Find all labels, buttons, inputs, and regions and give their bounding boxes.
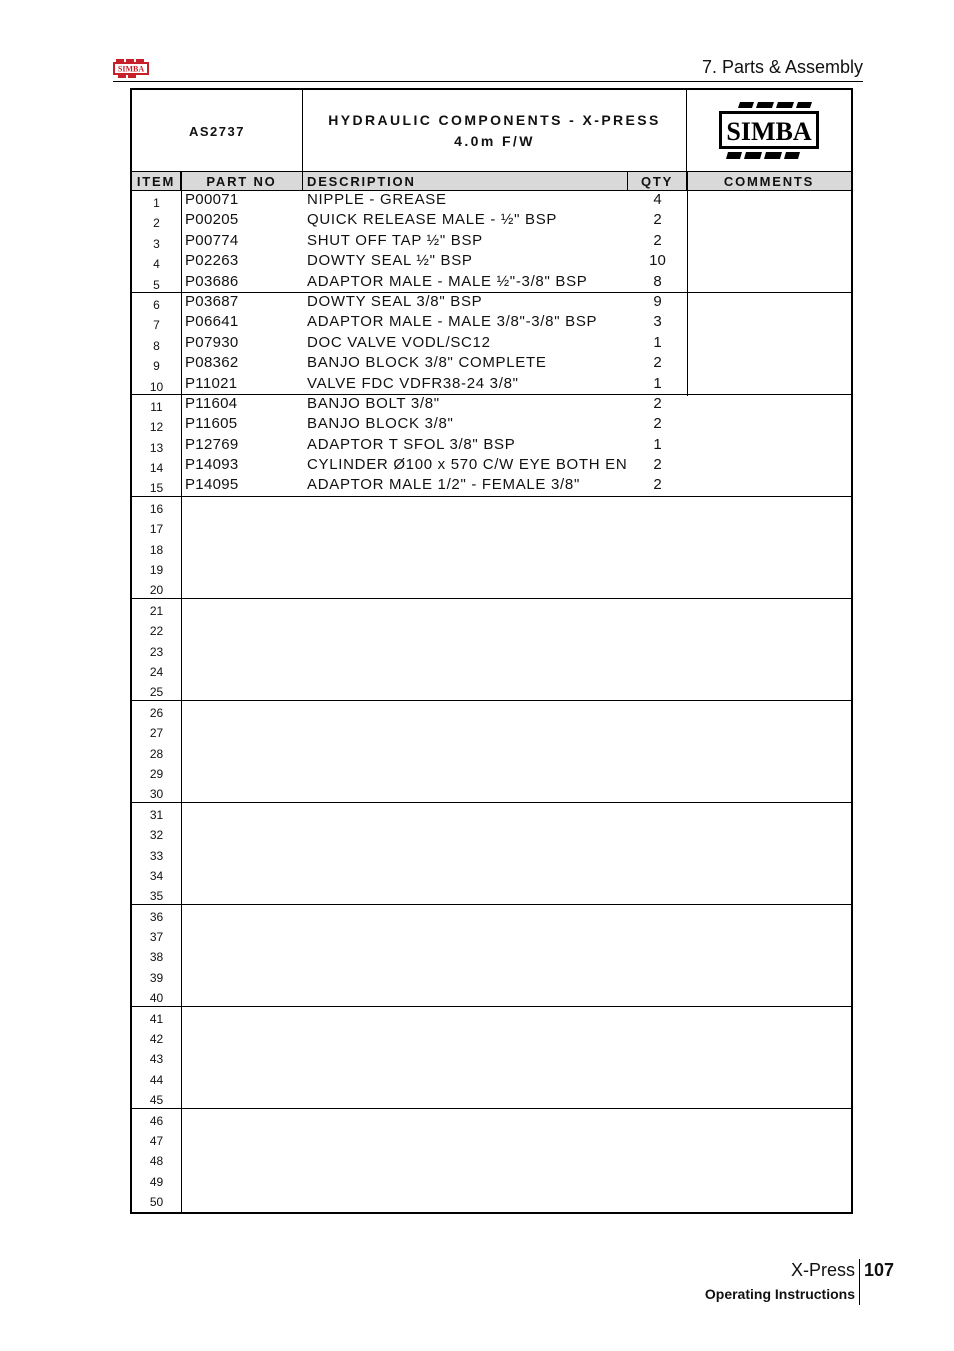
item-number: 32 — [149, 828, 164, 843]
part-quantity: 2 — [653, 394, 662, 412]
item-number: 6 — [153, 297, 160, 312]
part-quantity: 1 — [653, 333, 662, 351]
item-number: 28 — [149, 746, 164, 761]
item-number: 33 — [149, 848, 164, 863]
table-row — [132, 252, 851, 272]
table-row — [132, 456, 851, 476]
table-row — [132, 660, 851, 680]
assembly-title-line1: HYDRAULIC COMPONENTS - X-PRESS — [328, 112, 661, 128]
table-row — [132, 1088, 851, 1108]
table-row — [132, 232, 851, 252]
table-row — [132, 701, 851, 721]
table-row — [132, 1068, 851, 1088]
item-number: 2 — [153, 216, 160, 231]
item-number: 41 — [149, 1011, 164, 1026]
table-row — [132, 191, 851, 211]
item-number: 21 — [149, 603, 164, 618]
item-number: 7 — [153, 318, 160, 333]
part-number: P03686 — [185, 272, 239, 290]
item-number: 3 — [153, 236, 160, 251]
footer-divider — [859, 1259, 860, 1305]
table-row — [132, 415, 851, 435]
item-number: 38 — [149, 950, 164, 965]
table-row — [132, 1149, 851, 1169]
item-number: 14 — [149, 461, 164, 476]
part-description: ADAPTOR MALE - MALE ½"-3/8" BSP — [307, 272, 588, 290]
item-number: 11 — [150, 399, 163, 414]
part-quantity: 2 — [653, 211, 662, 229]
table-row — [132, 844, 851, 864]
parts-list — [132, 191, 851, 1211]
part-number: P12769 — [185, 435, 239, 453]
part-description: NIPPLE - GREASE — [307, 191, 447, 208]
item-number: 45 — [149, 1093, 164, 1108]
table-row — [132, 1170, 851, 1190]
table-row — [132, 578, 851, 598]
table-row — [132, 1129, 851, 1149]
footer-subtitle: Operating Instructions — [704, 1286, 855, 1302]
table-row — [132, 905, 851, 925]
item-number: 1 — [153, 196, 160, 210]
part-quantity: 2 — [653, 456, 662, 474]
item-number: 42 — [149, 1032, 164, 1047]
item-number: 13 — [149, 440, 164, 455]
table-row — [132, 864, 851, 884]
item-number: 5 — [153, 277, 160, 292]
table-row — [132, 334, 851, 354]
assembly-title-line2: 4.0m F/W — [454, 133, 535, 149]
table-row — [132, 762, 851, 782]
table-row — [132, 273, 851, 293]
part-description: ADAPTOR MALE - MALE 3/8"-3/8" BSP — [307, 313, 598, 331]
col-part-no-header: PART NO — [181, 172, 303, 190]
item-number: 15 — [149, 481, 164, 496]
item-number: 9 — [153, 359, 160, 374]
section-title: 7. Parts & Assembly — [701, 57, 863, 77]
table-row — [132, 517, 851, 537]
table-row — [132, 721, 851, 741]
col-item-header: ITEM — [132, 172, 181, 190]
col-description-header: DESCRIPTION — [303, 172, 628, 190]
col-qty-header: QTY — [628, 172, 687, 190]
part-number: P06641 — [185, 313, 239, 331]
table-row — [132, 211, 851, 231]
part-number: P02263 — [185, 252, 239, 270]
item-number: 16 — [149, 501, 164, 516]
item-number: 37 — [149, 930, 164, 945]
part-quantity: 4 — [653, 191, 662, 208]
assembly-code: AS2737 — [132, 90, 303, 172]
part-description: BANJO BLOCK 3/8" COMPLETE — [307, 354, 547, 372]
item-number: 39 — [149, 970, 164, 985]
part-number: P14095 — [185, 476, 239, 494]
part-description: BANJO BOLT 3/8" — [307, 394, 440, 412]
table-row — [132, 680, 851, 700]
table-row — [132, 986, 851, 1006]
table-row — [132, 1190, 851, 1210]
item-number: 17 — [149, 522, 164, 537]
item-number: 4 — [153, 257, 160, 272]
table-row — [132, 640, 851, 660]
item-number: 27 — [149, 726, 164, 741]
title-block-logo — [687, 90, 851, 172]
assembly-title — [303, 90, 687, 172]
part-number: P11021 — [185, 374, 238, 392]
header-rule — [113, 81, 863, 82]
part-number: P00205 — [185, 211, 239, 229]
parts-sheet — [130, 88, 853, 1214]
item-number: 47 — [149, 1133, 164, 1148]
item-number: 19 — [149, 563, 164, 578]
part-description: CYLINDER Ø100 x 570 C/W EYE BOTH EN — [307, 456, 628, 474]
part-number: P11604 — [185, 394, 238, 412]
item-number: 30 — [149, 787, 164, 802]
part-description: DOWTY SEAL ½" BSP — [307, 252, 473, 270]
item-number: 29 — [149, 766, 164, 781]
table-row — [132, 293, 851, 313]
part-description: ADAPTOR T SFOL 3/8" BSP — [307, 435, 516, 453]
table-row — [132, 1027, 851, 1047]
table-row — [132, 599, 851, 619]
part-quantity: 1 — [653, 374, 662, 392]
table-row — [132, 1047, 851, 1067]
item-number: 43 — [149, 1052, 164, 1067]
table-row — [132, 782, 851, 802]
svg-text:SIMBA: SIMBA — [117, 64, 145, 74]
item-number: 36 — [149, 909, 164, 924]
item-number: 24 — [149, 664, 164, 679]
part-quantity: 2 — [653, 231, 662, 249]
part-description: QUICK RELEASE MALE - ½" BSP — [307, 211, 558, 229]
item-number: 40 — [149, 991, 164, 1006]
item-number: 26 — [149, 705, 164, 720]
table-row — [132, 436, 851, 456]
part-description: BANJO BLOCK 3/8" — [307, 415, 454, 433]
part-quantity: 2 — [653, 415, 662, 433]
column-header-row — [132, 172, 851, 191]
col-comments-header: COMMENTS — [723, 174, 815, 189]
table-row — [132, 823, 851, 843]
part-description: ADAPTOR MALE 1/2" - FEMALE 3/8" — [307, 476, 580, 494]
part-number: P07930 — [185, 333, 239, 351]
table-row — [132, 803, 851, 823]
item-number: 49 — [149, 1174, 164, 1189]
part-quantity: 2 — [653, 476, 662, 494]
table-row — [132, 558, 851, 578]
item-number: 46 — [149, 1113, 164, 1128]
item-number: 25 — [149, 685, 164, 700]
part-description: DOC VALVE VODL/SC12 — [307, 333, 491, 351]
table-row — [132, 313, 851, 333]
item-number: 18 — [149, 542, 164, 557]
item-number: 34 — [149, 868, 164, 883]
table-row — [132, 884, 851, 904]
item-number: 50 — [149, 1195, 164, 1210]
table-row — [132, 1109, 851, 1129]
part-number: P14093 — [185, 456, 239, 474]
part-number: P03687 — [185, 292, 239, 310]
part-number: P11605 — [185, 415, 238, 433]
table-row — [132, 742, 851, 762]
simba-logo-icon — [113, 59, 149, 78]
part-quantity: 3 — [653, 313, 662, 331]
table-row — [132, 395, 851, 415]
item-number: 44 — [149, 1072, 164, 1087]
item-number: 48 — [149, 1154, 164, 1169]
part-description: DOWTY SEAL 3/8" BSP — [307, 292, 483, 310]
table-row — [132, 966, 851, 986]
table-row — [132, 497, 851, 517]
table-row — [132, 538, 851, 558]
part-quantity: 10 — [649, 252, 666, 270]
item-number: 22 — [149, 624, 164, 639]
part-quantity: 1 — [653, 435, 662, 453]
part-quantity: 8 — [653, 272, 662, 290]
part-quantity: 2 — [653, 354, 662, 372]
item-number: 12 — [149, 420, 164, 435]
part-number: P00071 — [185, 191, 239, 208]
part-number: P08362 — [185, 354, 239, 372]
part-quantity: 9 — [653, 292, 662, 310]
table-row — [132, 619, 851, 639]
svg-text:SIMBA: SIMBA — [726, 117, 812, 146]
item-number: 35 — [149, 889, 164, 904]
part-number: P00774 — [185, 231, 239, 249]
item-number: 23 — [149, 644, 164, 659]
item-number: 8 — [153, 338, 160, 353]
table-row — [132, 925, 851, 945]
table-row — [132, 375, 851, 395]
page-number: 107 — [864, 1260, 895, 1280]
item-number: 31 — [149, 807, 164, 822]
table-row — [132, 945, 851, 965]
part-description: SHUT OFF TAP ½" BSP — [307, 231, 483, 249]
item-number: 20 — [149, 583, 164, 598]
part-description: VALVE FDC VDFR38-24 3/8" — [307, 374, 519, 392]
footer-product-name: X-Press — [790, 1260, 855, 1280]
title-block — [132, 90, 851, 172]
item-number: 10 — [149, 379, 164, 394]
table-row — [132, 476, 851, 496]
table-row — [132, 1007, 851, 1027]
table-row — [132, 354, 851, 374]
simba-brand-icon — [718, 100, 820, 162]
